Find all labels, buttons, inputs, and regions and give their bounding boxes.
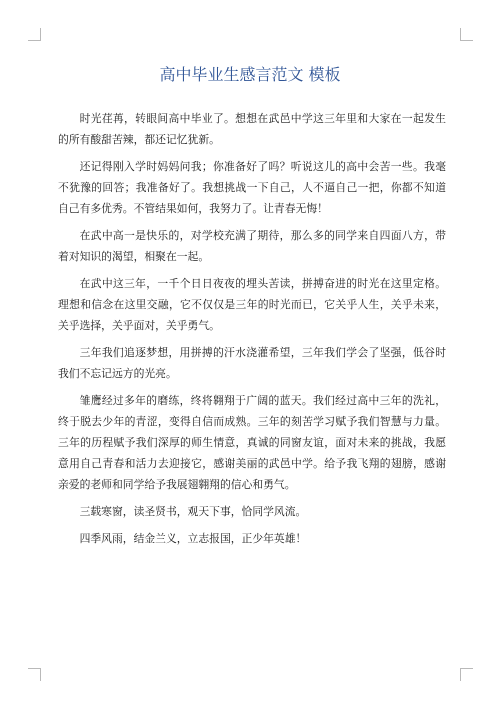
- crop-mark-bottom-right: [460, 668, 473, 681]
- crop-mark-bottom-left: [28, 668, 41, 681]
- document-body: [58, 108, 446, 555]
- crop-mark-top-left: [28, 28, 41, 41]
- paragraph-8: 四季风雨，结金兰义，立志报国，正少年英雄！: [79, 532, 307, 545]
- paragraph-5: 三年我们追逐梦想，用拼搏的汗水浇灌希望，三年我们学会了坚强，低谷时我们不忘记远方的光亮。: [58, 346, 446, 380]
- paragraph-1: 时光荏苒，转眼间高中毕业了。想想在武邑中学这三年里和大家在一起发生的所有酸甜苦辣，都还记忆犹新。: [58, 112, 446, 146]
- paragraph-2: 还记得刚入学时妈妈问我；你准备好了吗？听说这儿的高中会苦一些。我毫不犹豫的回答；我准备好了。我想挑战一下自己，人不逼自己一把，你都不知道自己有多优秀。不管结果如何，我努力了。让青春无悔！: [58, 160, 446, 215]
- paragraph-6: 雏鹰经过多年的磨练，终将翱翔于广阔的蓝天。我们经过高中三年的洗礼，终于脱去少年的青涩，变得自信而成熟。三年的刻苦学习赋予我们智慧与力量。三年的历程赋予我们深厚的师生情意，真诚的同窗友谊，面对未来的挑战，我愿意用自己青春和活力去迎接它，感谢美丽的武邑中学。给予我飞翔的翅膀，感谢亲爱的老师和同学给予我展翅翱翔的信心和勇气。: [58, 394, 446, 491]
- paragraph-7: 三载寒窗，读圣贤书，观天下事，恰同学风流。: [79, 505, 307, 518]
- document-title: 高中毕业生感言范文 模板: [159, 65, 341, 84]
- paragraph-3: 在武中高一是快乐的，对学校充满了期待，那么多的同学来自四面八方，带着对知识的渴望，相聚在一起。: [58, 229, 446, 263]
- paragraph-4: 在武中这三年，一千个日日夜夜的埋头苦读，拼搏奋进的时光在这里定格。理想和信念在这里交融，它不仅仅是三年的时光而已，它关乎人生，关乎未来，关乎选择，关乎面对，关乎勇气。: [58, 277, 446, 332]
- crop-mark-top-right: [460, 28, 473, 41]
